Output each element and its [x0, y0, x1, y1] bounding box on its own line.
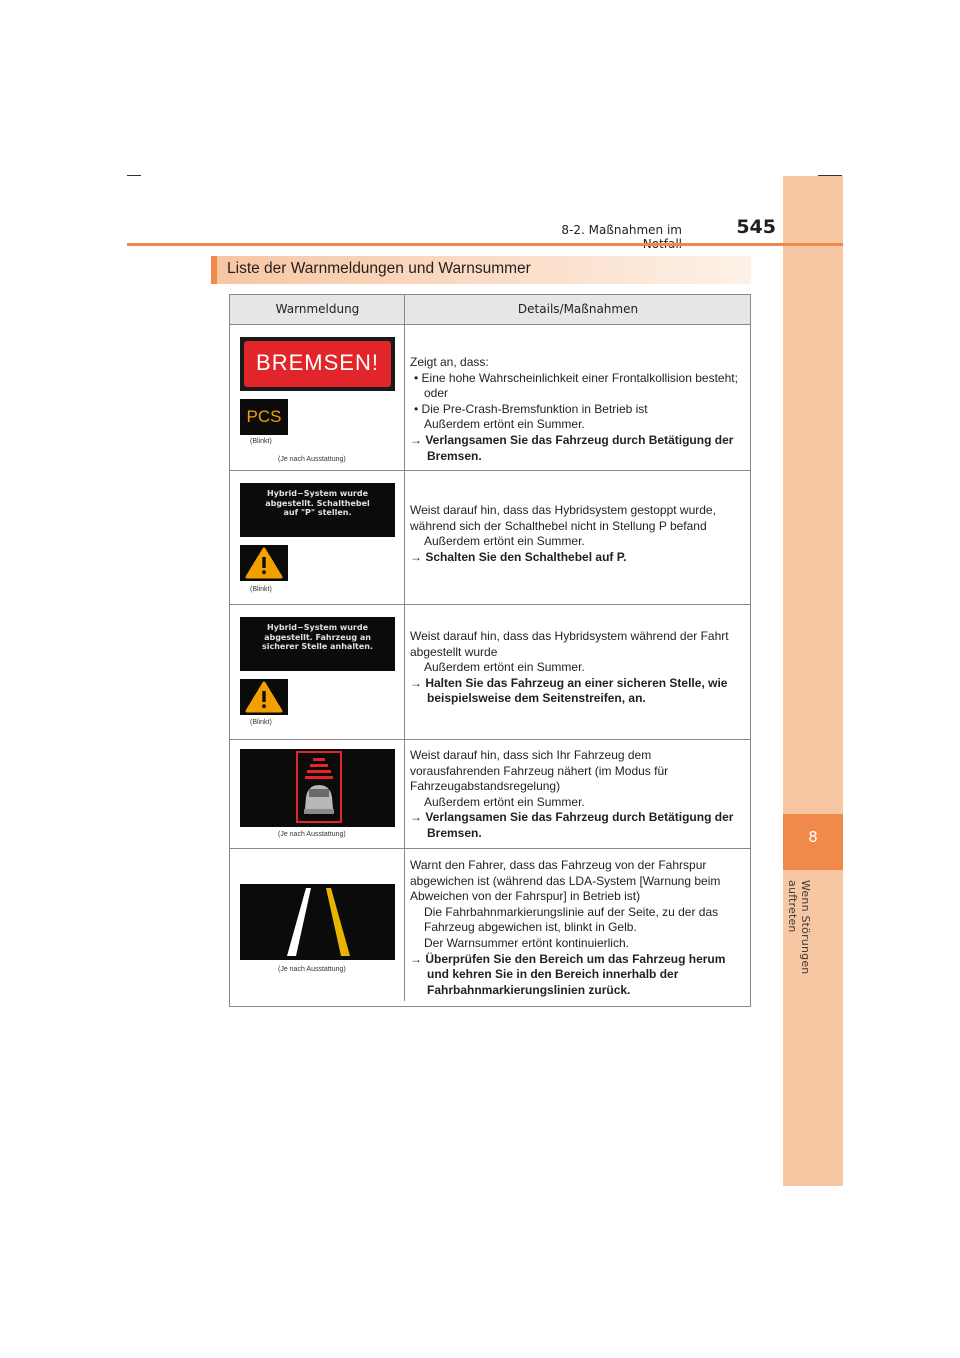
detail-action: → Halten Sie das Fahrzeug an einer sicheren Stelle, wie beispielsweise dem Seitenstreifen, an.	[410, 675, 728, 706]
detail-action: → Verlangsamen Sie das Fahrzeug durch Betätigung der Bremsen.	[410, 432, 734, 463]
display-message: Hybrid−System wurde abgestellt. Fahrzeug an sicherer Stelle anhalten.	[261, 623, 374, 651]
table-row	[230, 325, 750, 471]
page-number: 545	[736, 216, 776, 238]
table-row	[230, 471, 750, 605]
equipment-note: (Je nach Ausstattung)	[278, 966, 346, 973]
detail-desc: Warnt den Fahrer, dass das Fahrzeug von der Fahrspur abgewichen ist (während das LDA-System [Warnung beim Abweichen von der Fahrspur] in Betrieb ist)	[410, 858, 721, 904]
display-panel	[240, 749, 395, 827]
crop-mark	[127, 175, 141, 176]
detail-desc: Weist darauf hin, dass das Hybridsystem gestoppt wurde, während sich der Schalthebel nicht in Stellung P befand	[410, 503, 716, 533]
table-row	[230, 740, 750, 849]
detail-extra: Außerdem ertönt ein Summer.	[424, 660, 585, 675]
display-panel	[240, 483, 395, 537]
detail-action: → Verlangsamen Sie das Fahrzeug durch Betätigung der Bremsen.	[410, 810, 734, 840]
detail-desc: Weist darauf hin, dass sich Ihr Fahrzeug dem vorausfahrenden Fahrzeug nähert (im Modus für Fahrzeugabstandsregelung)	[410, 748, 669, 794]
col-details: Details/Maßnahmen	[517, 302, 639, 316]
pcs-indicator	[240, 399, 288, 435]
section-heading: 8-2. Maßnahmen im	[561, 223, 682, 237]
display-message: Hybrid−System wurde abgestellt. Schalthebel auf "P" stellen.	[265, 489, 370, 517]
detail-extra: Die Fahrbahnmarkierungslinie auf der Seite, zu der das Fahrzeug abgewichen ist, blinkt in Gelb.	[424, 904, 719, 935]
detail-extra: Der Warnsummer ertönt kontinuierlich.	[424, 935, 629, 950]
table-row	[230, 605, 750, 740]
brake-alert-box	[244, 341, 391, 387]
warning-indicator	[240, 545, 288, 581]
chapter-number: 8	[808, 828, 818, 846]
equipment-note: (Je nach Ausstattung)	[278, 831, 346, 838]
detail-desc: Weist darauf hin, dass das Hybridsystem während der Fahrt abgestellt wurde	[410, 629, 729, 659]
detail-extra: Außerdem ertönt ein Summer.	[424, 794, 585, 809]
brake-alert-text: BREMSEN!	[256, 350, 379, 375]
details-cell	[410, 748, 742, 842]
detail-action: → Schalten Sie den Schalthebel auf P.	[410, 549, 627, 564]
table-header	[230, 295, 750, 325]
display-panel	[240, 884, 395, 960]
detail-intro: Zeigt an, dass:	[410, 355, 489, 369]
header-rule	[127, 243, 843, 246]
details-cell	[410, 858, 742, 998]
detail-extra: Außerdem ertönt ein Summer.	[424, 417, 585, 432]
warning-triangle-icon	[240, 545, 288, 581]
chapter-label: Wenn Störungen auftreten	[786, 880, 812, 975]
blink-note: (Blinkt)	[250, 719, 272, 726]
details-cell	[410, 629, 742, 707]
display-panel	[240, 617, 395, 671]
warning-table	[229, 294, 751, 1007]
detail-extra: Außerdem ertönt ein Summer.	[424, 534, 585, 549]
table-row	[230, 849, 750, 1006]
details-cell	[410, 355, 742, 464]
detail-bullet: • Eine hohe Wahrscheinlichkeit einer Frontalkollision besteht; oder	[414, 370, 738, 401]
detail-bullet: • Die Pre-Crash-Bremsfunktion in Betrieb ist	[414, 401, 648, 416]
approach-warning-icon	[240, 749, 395, 827]
section-title-bar	[211, 256, 751, 284]
chapter-strip	[783, 176, 843, 1186]
detail-action: → Überprüfen Sie den Bereich um das Fahrzeug herum und kehren Sie in den Bereich innerhalb der Fahrbahnmarkierungslinien zurück.	[410, 951, 726, 997]
warning-triangle-icon	[240, 679, 288, 715]
blink-note: (Blinkt)	[250, 438, 272, 445]
blink-note: (Blinkt)	[250, 586, 272, 593]
section-title: Liste der Warnmeldungen und Warnsummer	[227, 260, 531, 277]
lane-marking-icon	[240, 884, 395, 960]
table-column-divider	[404, 294, 405, 1001]
col-warnmeldung: Warnmeldung	[275, 302, 360, 316]
display-panel	[240, 337, 395, 391]
details-cell	[410, 503, 742, 565]
equipment-note: (Je nach Ausstattung)	[278, 456, 346, 463]
warning-indicator	[240, 679, 288, 715]
pcs-indicator-label: PCS	[246, 407, 282, 426]
